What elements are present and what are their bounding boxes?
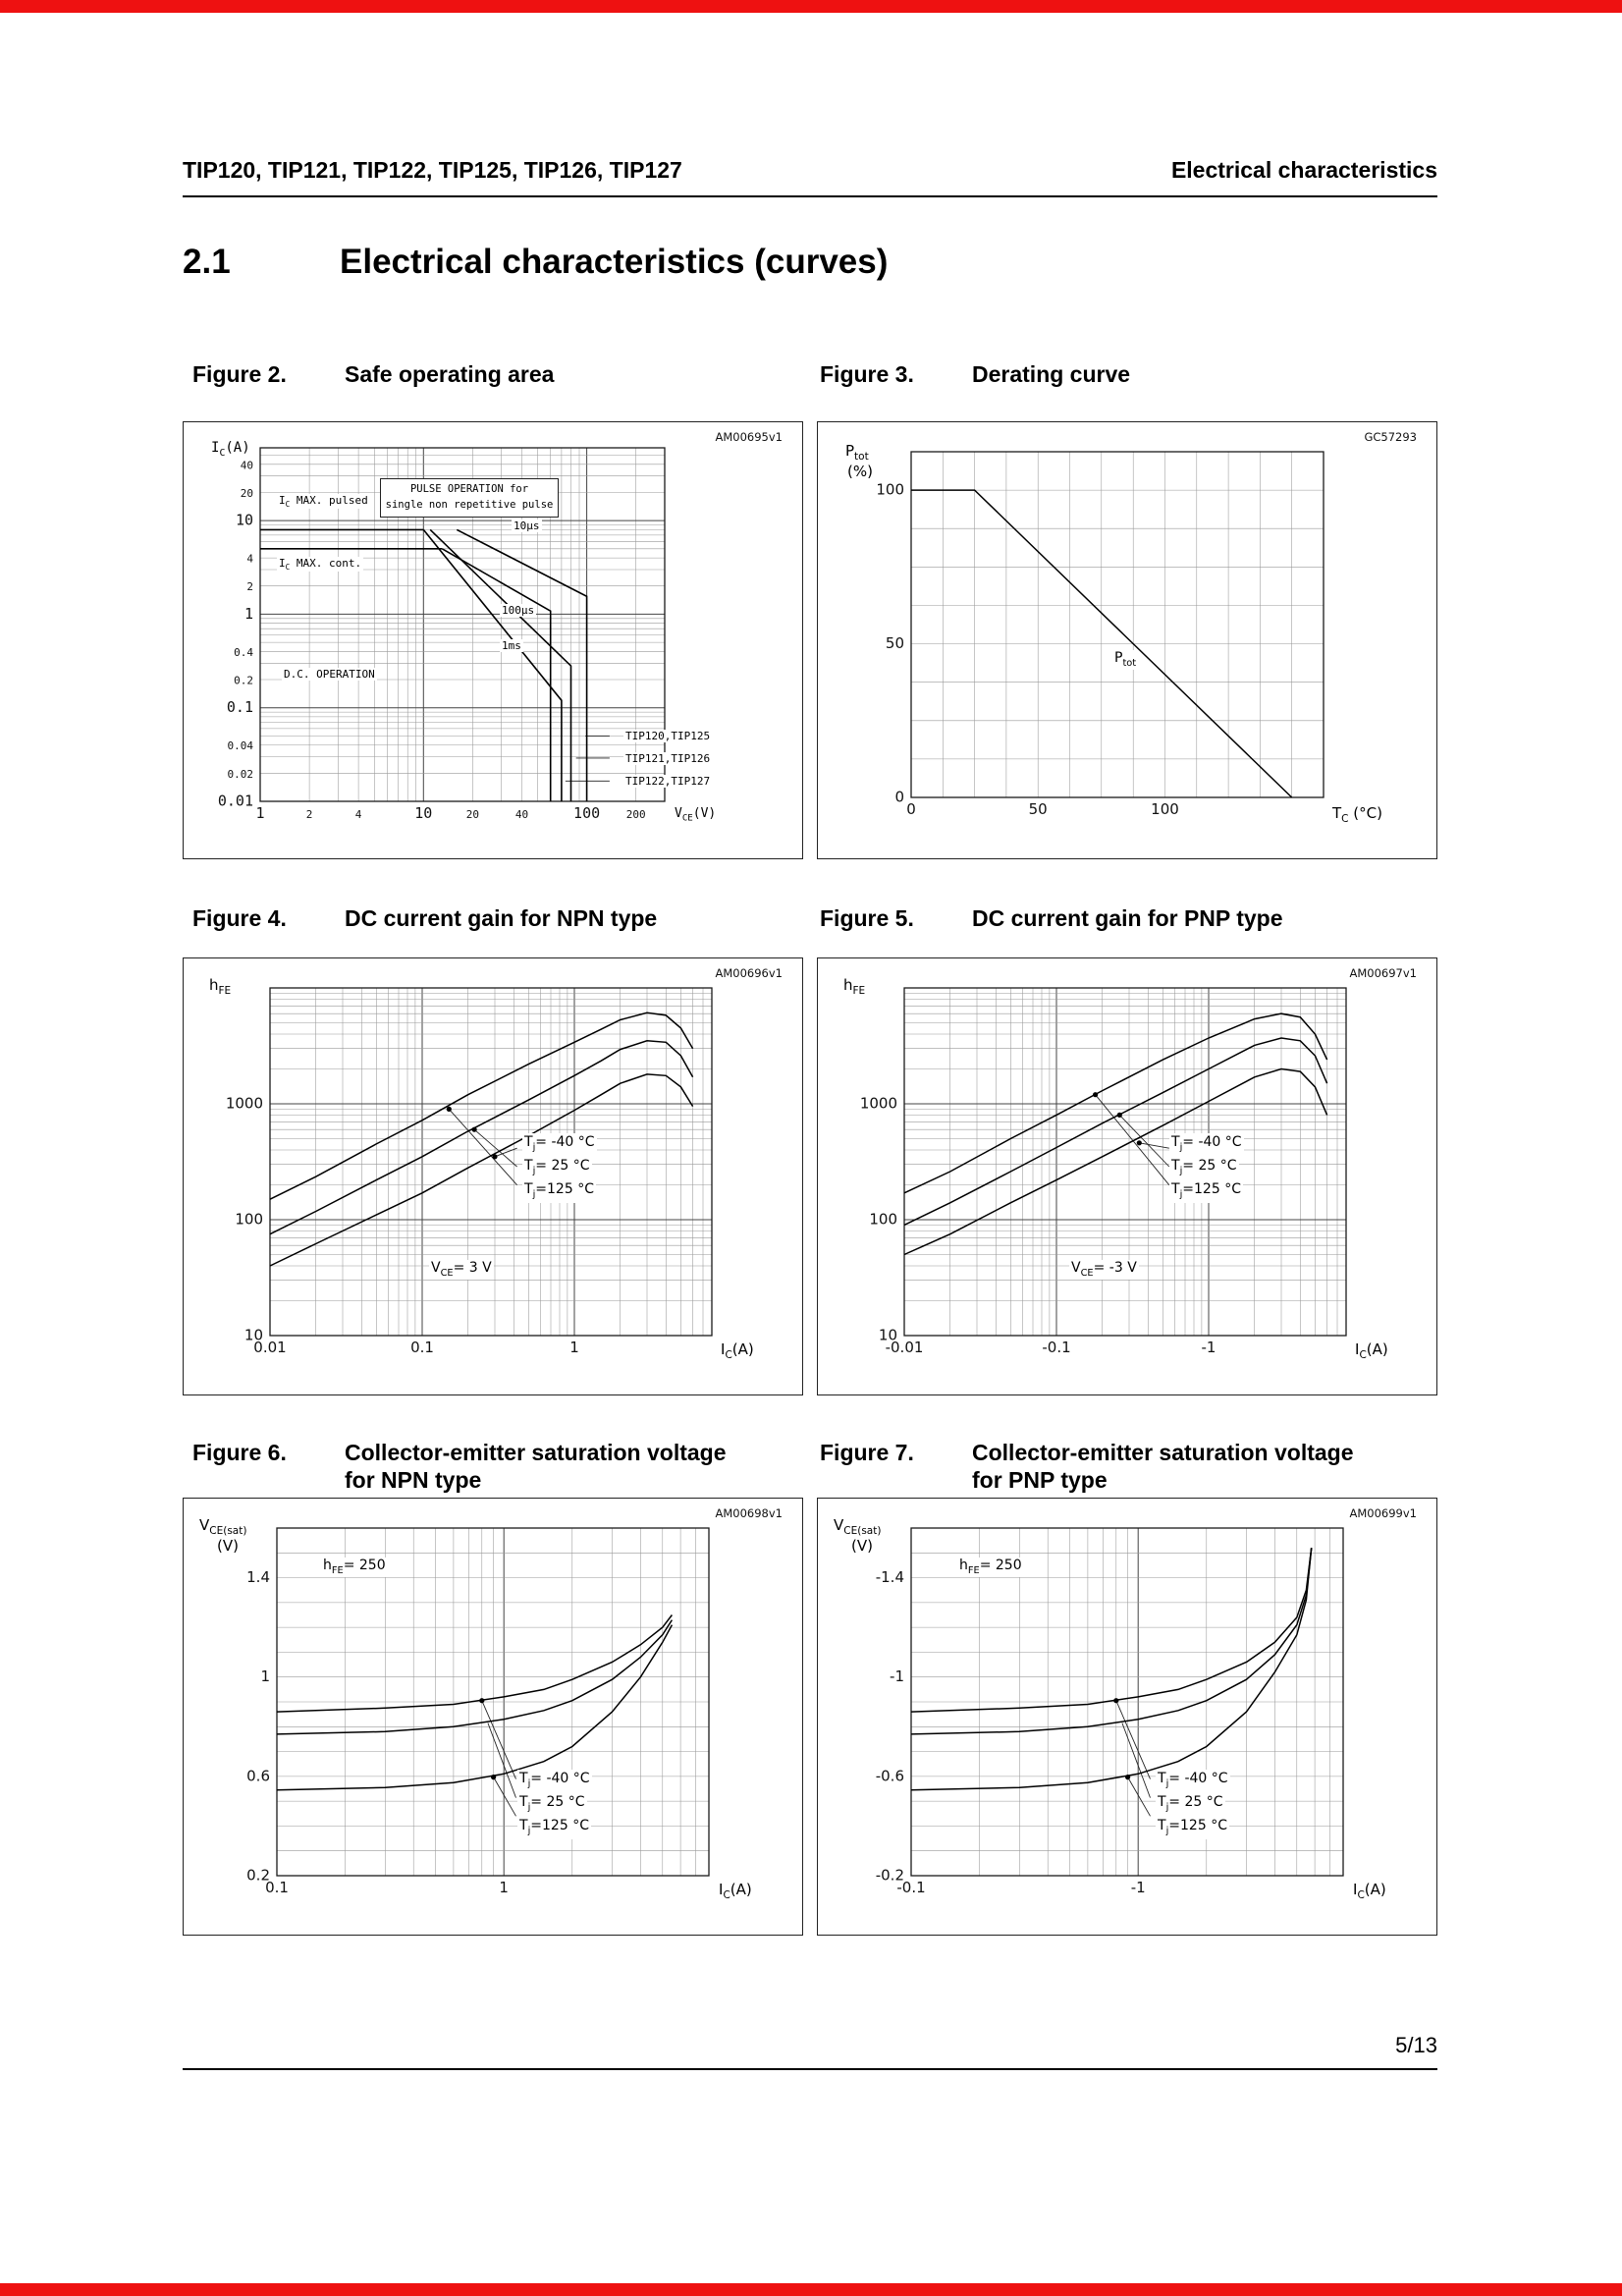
hfe-pnp-x-axis-label: $I_C(A)$	[1355, 1340, 1388, 1361]
svg-text:10: 10	[414, 804, 433, 822]
legend-tj-25: $T_j= 25$ °C	[517, 1793, 587, 1817]
svg-text:1000: 1000	[859, 1094, 897, 1113]
figure-2-title: Safe operating area	[345, 361, 555, 387]
figure-7-caption	[810, 1439, 1437, 1494]
label-vce-3v: $V_{CE}= 3$ V	[431, 1260, 492, 1279]
label-ptot: $P_{tot}$	[1114, 650, 1137, 669]
hfe-pnp-chart	[817, 957, 1437, 1395]
label-hfe-250: $h_{FE}= 250$	[959, 1558, 1022, 1576]
svg-text:50: 50	[885, 634, 904, 653]
legend-tj-125: $T_j=125$ °C	[1156, 1817, 1229, 1840]
vcesat-npn-x-axis-label: $I_C(A)$	[719, 1881, 752, 1901]
svg-text:1: 1	[243, 604, 253, 623]
header-section-name: Electrical characteristics	[1170, 157, 1437, 183]
svg-text:1: 1	[499, 1879, 509, 1896]
legend-tj-minus40: $T_j= -40$ °C	[522, 1133, 597, 1157]
svg-text:-0.6: -0.6	[875, 1767, 904, 1785]
svg-text:0.2: 0.2	[234, 674, 253, 687]
label-tip122-tip127: TIP122,TIP127	[625, 775, 711, 788]
vcesat-npn-y-axis-unit: (V)	[217, 1537, 239, 1555]
vcesat-pnp-y-axis-unit: (V)	[851, 1537, 873, 1555]
label-ic-max-cont: $I_C$ MAX. cont.	[279, 557, 362, 573]
svg-text:4: 4	[354, 808, 362, 821]
curve-dc-limit	[442, 549, 550, 801]
caption-row-1	[183, 360, 1437, 388]
vcesat-npn-chart-svg	[184, 1499, 802, 1935]
label-pulse-operation-box: PULSE OPERATION for single non repetitive pulse	[380, 478, 559, 518]
svg-text:-1.4: -1.4	[875, 1568, 904, 1587]
curve-tj-125	[911, 1548, 1312, 1790]
svg-text:-0.2: -0.2	[875, 1866, 904, 1885]
figure-4-caption	[183, 904, 810, 932]
figure-2-label: Figure 2.	[192, 361, 287, 387]
figure-4-title: DC current gain for NPN type	[345, 905, 658, 931]
figure-6-title: Collector-emitter saturation voltage for NPN type	[345, 1440, 727, 1493]
curve-tj-125	[270, 1012, 693, 1199]
hfe-pnp-y-axis-label: $h_{FE}$	[843, 976, 866, 997]
soa-chart	[183, 421, 803, 859]
figure-3-label: Figure 3.	[820, 361, 914, 387]
svg-text:0.04: 0.04	[227, 739, 253, 753]
svg-text:1: 1	[569, 1339, 579, 1356]
derating-plot-code: GC57293	[1364, 430, 1417, 444]
vcesat-npn-plot-code: AM00698v1	[715, 1506, 783, 1520]
soa-y-axis-label: $I_C(A)$	[211, 440, 250, 459]
legend-tj-minus40: $T_j= -40$ °C	[1169, 1133, 1244, 1157]
svg-text:1.4: 1.4	[246, 1568, 270, 1587]
svg-text:-1: -1	[1130, 1879, 1146, 1896]
curve-tj-minus40	[277, 1615, 672, 1713]
svg-text:1: 1	[255, 804, 265, 822]
legend-tj-125: $T_j=125$ °C	[522, 1180, 596, 1204]
svg-text:0.1: 0.1	[226, 698, 253, 717]
caption-row-2	[183, 904, 1437, 932]
section-title: Electrical characteristics (curves)	[340, 243, 889, 281]
svg-text:-0.1: -0.1	[1042, 1339, 1071, 1356]
vcesat-pnp-x-axis-label: $I_C(A)$	[1353, 1881, 1386, 1901]
hfe-npn-tj-legend	[522, 1133, 597, 1203]
svg-text:100: 100	[235, 1210, 263, 1229]
derating-y-axis-label: $P_{tot}$	[845, 442, 869, 463]
legend-tj-minus40: $T_j= -40$ °C	[1156, 1770, 1230, 1793]
svg-text:0.1: 0.1	[265, 1879, 289, 1896]
label-ic-max-pulsed: $I_C$ MAX. pulsed	[279, 494, 368, 510]
soa-plot-code: AM00695v1	[715, 430, 783, 444]
legend-tj-25: $T_j= 25$ °C	[522, 1157, 592, 1180]
legend-tj-minus40: $T_j= -40$ °C	[517, 1770, 592, 1793]
chart-row-2	[183, 957, 1437, 1395]
svg-text:-1: -1	[1201, 1339, 1216, 1356]
svg-text:0.6: 0.6	[246, 1767, 270, 1785]
derating-x-axis-label: $T_C$ (°C)	[1332, 804, 1382, 825]
svg-text:20: 20	[465, 808, 480, 821]
label-vce-minus3v: $V_{CE}= -3$ V	[1071, 1260, 1137, 1279]
vcesat-npn-chart	[183, 1498, 803, 1936]
svg-text:40: 40	[240, 459, 253, 472]
hfe-pnp-plot-code: AM00697v1	[1349, 966, 1417, 980]
figure-2-caption	[183, 360, 810, 388]
svg-text:2: 2	[305, 808, 313, 821]
figure-5-caption	[810, 904, 1437, 932]
label-100us: 100μs	[502, 604, 535, 617]
svg-text:-0.01: -0.01	[885, 1339, 924, 1356]
svg-text:0.2: 0.2	[246, 1866, 270, 1885]
vcesat-pnp-tj-legend	[1156, 1770, 1230, 1839]
svg-text:0.1: 0.1	[410, 1339, 434, 1356]
curve-tj-125	[277, 1625, 672, 1790]
figure-5-label: Figure 5.	[820, 905, 914, 931]
legend-tj-125: $T_j=125$ °C	[1169, 1180, 1243, 1204]
curve-tj-25	[270, 1041, 693, 1234]
chart-row-3	[183, 1498, 1437, 1936]
page-header	[183, 0, 1437, 197]
label-1ms: 1ms	[502, 639, 521, 652]
derating-chart	[817, 421, 1437, 859]
label-hfe-250: $h_{FE}= 250$	[323, 1558, 386, 1576]
label-tip120-tip125: TIP120,TIP125	[625, 730, 711, 742]
figure-5-title: DC current gain for PNP type	[972, 905, 1283, 931]
vcesat-npn-y-axis-label: $V_{CE(sat)}$	[199, 1516, 247, 1537]
svg-text:50: 50	[1028, 800, 1048, 818]
svg-text:0: 0	[894, 788, 904, 806]
svg-text:4: 4	[246, 552, 253, 566]
derating-y-axis-unit: (%)	[847, 463, 873, 480]
hfe-npn-plot-code: AM00696v1	[715, 966, 783, 980]
svg-text:0.02: 0.02	[227, 767, 253, 781]
soa-x-axis-label: $V_{CE}(V)$	[675, 806, 717, 824]
svg-text:10: 10	[878, 1326, 897, 1344]
page-content	[183, 0, 1437, 1936]
legend-tj-25: $T_j= 25$ °C	[1169, 1157, 1239, 1180]
label-10us: 10μs	[514, 519, 540, 532]
vcesat-pnp-chart-svg	[818, 1499, 1436, 1935]
legend-tj-125: $T_j=125$ °C	[517, 1817, 591, 1840]
svg-text:100: 100	[869, 1210, 897, 1229]
svg-text:10: 10	[235, 511, 253, 529]
caption-row-3	[183, 1439, 1437, 1494]
hfe-npn-y-axis-label: $h_{FE}$	[209, 976, 232, 997]
figure-6-label: Figure 6.	[192, 1440, 287, 1465]
figure-3-title: Derating curve	[972, 361, 1131, 387]
svg-text:0: 0	[906, 800, 916, 818]
page-number: 5/13	[1395, 2033, 1437, 2057]
section-heading	[183, 243, 1437, 282]
svg-text:20: 20	[240, 487, 253, 500]
figure-7-title: Collector-emitter saturation voltage for PNP type	[972, 1440, 1354, 1493]
page-footer	[183, 2033, 1437, 2070]
svg-text:1: 1	[260, 1667, 270, 1686]
svg-text:-1: -1	[890, 1667, 904, 1686]
svg-text:0.01: 0.01	[217, 792, 253, 810]
svg-text:2: 2	[246, 580, 253, 594]
svg-text:0.01: 0.01	[253, 1339, 287, 1356]
svg-text:10: 10	[243, 1326, 263, 1344]
derating-chart-svg	[818, 422, 1436, 858]
svg-text:0.4: 0.4	[234, 645, 253, 659]
hfe-pnp-tj-legend	[1169, 1133, 1244, 1203]
header-part-numbers: TIP120, TIP121, TIP122, TIP125, TIP126, TIP127	[183, 157, 682, 183]
svg-text:100: 100	[1151, 800, 1179, 818]
svg-text:200: 200	[625, 808, 646, 821]
hfe-npn-chart-svg	[184, 958, 802, 1394]
bottom-accent-bar	[0, 2283, 1622, 2296]
curve-pulse-1ms	[423, 529, 562, 801]
hfe-npn-x-axis-label: $I_C(A)$	[721, 1340, 754, 1361]
curve-tj-minus40	[270, 1074, 693, 1266]
vcesat-pnp-y-axis-label: $V_{CE(sat)}$	[834, 1516, 882, 1537]
section-number: 2.1	[183, 243, 231, 281]
figure-4-label: Figure 4.	[192, 905, 287, 931]
chart-row-1	[183, 421, 1437, 859]
vcesat-pnp-chart	[817, 1498, 1437, 1936]
legend-tj-25: $T_j= 25$ °C	[1156, 1793, 1225, 1817]
label-tip121-tip126: TIP121,TIP126	[625, 752, 711, 765]
curve-tj-25	[904, 1038, 1327, 1225]
vcesat-npn-tj-legend	[517, 1770, 592, 1839]
svg-text:40: 40	[514, 808, 529, 821]
figure-6-caption	[183, 1439, 810, 1494]
hfe-pnp-chart-svg	[818, 958, 1436, 1394]
svg-text:100: 100	[876, 480, 904, 499]
hfe-npn-chart	[183, 957, 803, 1395]
label-dc-operation: D.C. OPERATION	[284, 668, 375, 681]
figure-3-caption	[810, 360, 1437, 388]
svg-text:-0.1: -0.1	[896, 1879, 926, 1896]
figure-7-label: Figure 7.	[820, 1440, 914, 1465]
svg-text:1000: 1000	[225, 1094, 263, 1113]
vcesat-pnp-plot-code: AM00699v1	[1349, 1506, 1417, 1520]
svg-text:100: 100	[573, 804, 601, 822]
